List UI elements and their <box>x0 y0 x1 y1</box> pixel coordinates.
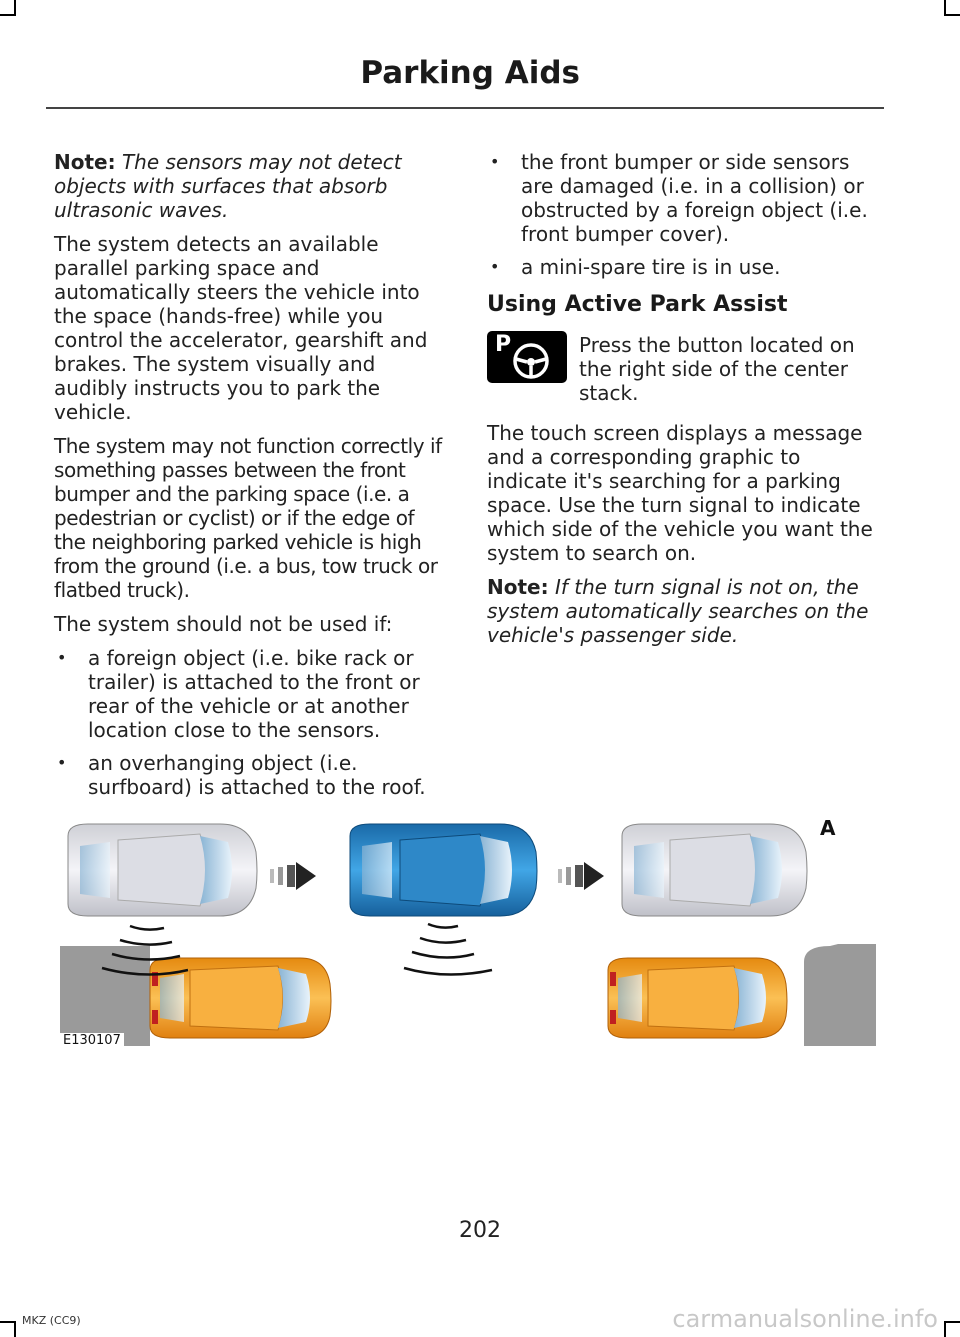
press-button-row <box>487 333 879 405</box>
press-button-text: Press the button located on the right side of the center stack. <box>579 333 855 405</box>
section-heading: Using Active Park Assist <box>487 292 788 317</box>
left-column <box>54 150 448 809</box>
crop-mark <box>944 1321 946 1337</box>
page-title: Parking Aids <box>360 55 580 91</box>
car-silver-right <box>622 824 807 916</box>
paragraph-may-not-function: The system may not function correctly if something passes between the front bumper and the parking space (i.e. a pedestrian or cyclist) or if the edge of the neighboring parked vehicle is high from the ground (i.e. a bus, tow truck or flatbed truck). <box>54 434 442 602</box>
note-sensors <box>54 150 448 222</box>
list-item: • an overhanging object (i.e. surfboard) is attached to the roof. <box>54 751 448 799</box>
figure-id: E130107 <box>60 1033 124 1048</box>
curb <box>60 946 150 1046</box>
model-code: MKZ (CC9) <box>22 1314 81 1327</box>
paragraph-system-detects: The system detects an available parallel parking space and automatically steers the vehicle into the space (hands-free) while you control the accelerator, gearshift and brakes. The system visually and audibly instructs you to park the vehicle. <box>54 232 428 424</box>
bullet-list <box>54 646 448 799</box>
sensor-waves-icon <box>404 924 492 975</box>
paragraph-touch-screen: The touch screen displays a message and a corresponding graphic to indicate it's searching for a parking space. Use the turn signal to indicate which side of the vehicle you want the system to search on. <box>487 421 873 565</box>
car-silver-left <box>68 824 257 916</box>
parking-illustration <box>60 812 876 1052</box>
watermark: carmanualsonline.info <box>672 1305 938 1333</box>
bullet-list <box>487 150 879 279</box>
figure-label: A <box>820 816 836 840</box>
active-park-assist-icon <box>487 331 567 383</box>
crop-mark <box>944 1321 960 1323</box>
crop-mark <box>0 1321 16 1323</box>
park-letter: P <box>495 332 512 357</box>
list-item: • a foreign object (i.e. bike rack or trailer) is attached to the front or rear of the vehicle or at another location close to the sensors. <box>54 646 448 742</box>
crop-mark <box>14 1321 16 1337</box>
list-item: • the front bumper or side sensors are damaged (i.e. in a collision) or obstructed by a foreign object (i.e. front bumper cover). <box>487 150 879 246</box>
arrow-right-icon <box>558 862 604 890</box>
header-divider <box>46 107 884 109</box>
crop-mark <box>944 14 960 16</box>
paragraph-should-not-be-used: The system should not be used if: <box>54 612 393 636</box>
car-orange-left <box>150 958 331 1038</box>
note-text: The sensors may not detect objects with surfaces that absorb ultrasonic waves. <box>54 150 402 222</box>
list-item: • a mini-spare tire is in use. <box>487 255 879 279</box>
crop-mark <box>0 14 16 16</box>
steering-wheel-icon <box>487 331 567 383</box>
car-blue-active <box>350 824 537 916</box>
note-label: Note: <box>487 575 549 599</box>
page-number: 202 <box>459 1218 501 1243</box>
arrow-right-icon <box>270 862 316 890</box>
note-text: If the turn signal is not on, the system automatically searches on the vehicle's passenger side. <box>487 575 869 647</box>
curb <box>804 944 876 1046</box>
note-label: Note: <box>54 150 116 174</box>
right-column <box>487 150 879 657</box>
note-turn-signal <box>487 575 879 647</box>
car-orange-right <box>608 958 787 1038</box>
